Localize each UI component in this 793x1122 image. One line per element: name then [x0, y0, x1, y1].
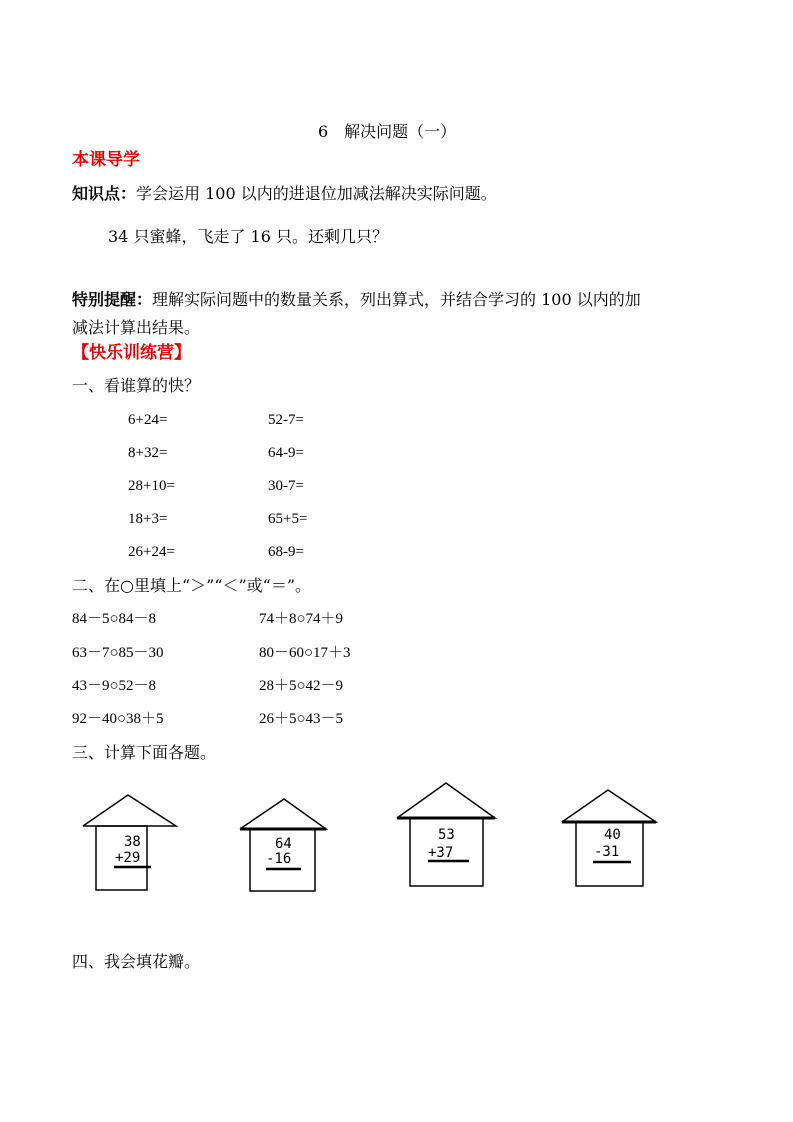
reminder-label: 特别提醒：	[72, 290, 153, 309]
compare-item: 26＋5○43－5	[259, 711, 344, 727]
knowledge-text: 学会运用 100 以内的进退位加减法解决实际问题。	[136, 184, 497, 203]
reminder-line2: 减法计算出结果。	[72, 318, 201, 337]
compare-item: 80－60○17＋3	[259, 645, 351, 661]
calc-item: 64-9=	[268, 445, 304, 461]
section1-title: 一、看谁算的快？	[72, 376, 201, 395]
calc-item: 8+32=	[128, 445, 168, 461]
guide-heading: 本课导学	[72, 150, 140, 170]
calc-item: 30-7=	[268, 478, 304, 494]
house3-top: 53	[438, 827, 455, 843]
calc-item: 18+3=	[128, 511, 168, 527]
page-title: 6 解决问题（一）	[318, 122, 457, 141]
house2-top: 64	[275, 836, 292, 852]
compare-item: 28＋5○42－9	[259, 678, 344, 694]
house1-bottom: +29	[115, 850, 141, 866]
compare-item: 74＋8○74＋9	[259, 611, 344, 627]
knowledge-label: 知识点：	[72, 184, 137, 203]
house4-bottom: -31	[594, 844, 620, 860]
compare-item: 84－5○84－8	[72, 611, 157, 627]
reminder-line1: 理解实际问题中的数量关系，列出算式，并结合学习的 100 以内的加	[152, 290, 641, 309]
house3-bottom: +37	[428, 845, 454, 861]
calc-item: 26+24=	[128, 544, 175, 560]
calc-item: 65+5=	[268, 511, 308, 527]
compare-item: 63－7○85－30	[72, 645, 164, 661]
calc-item: 6+24=	[128, 412, 168, 428]
section3-title: 三、计算下面各题。	[72, 743, 217, 762]
compare-item: 43－9○52－8	[72, 678, 157, 694]
example-problem: 34 只蜜蜂，飞走了 16 只。还剩几只？	[108, 227, 388, 246]
calc-item: 68-9=	[268, 544, 304, 560]
section2-title: 二、在○里填上“＞”“＜”或“＝”。	[72, 576, 312, 595]
training-heading: 【快乐训练营】	[72, 343, 191, 363]
compare-item: 92－40○38＋5	[72, 711, 164, 727]
calc-item: 28+10=	[128, 478, 175, 494]
calc-item: 52-7=	[268, 412, 304, 428]
house4-top: 40	[604, 827, 621, 843]
house2-bottom: -16	[266, 851, 292, 867]
section4-title: 四、我会填花瓣。	[72, 952, 201, 971]
house1-top: 38	[124, 834, 141, 850]
